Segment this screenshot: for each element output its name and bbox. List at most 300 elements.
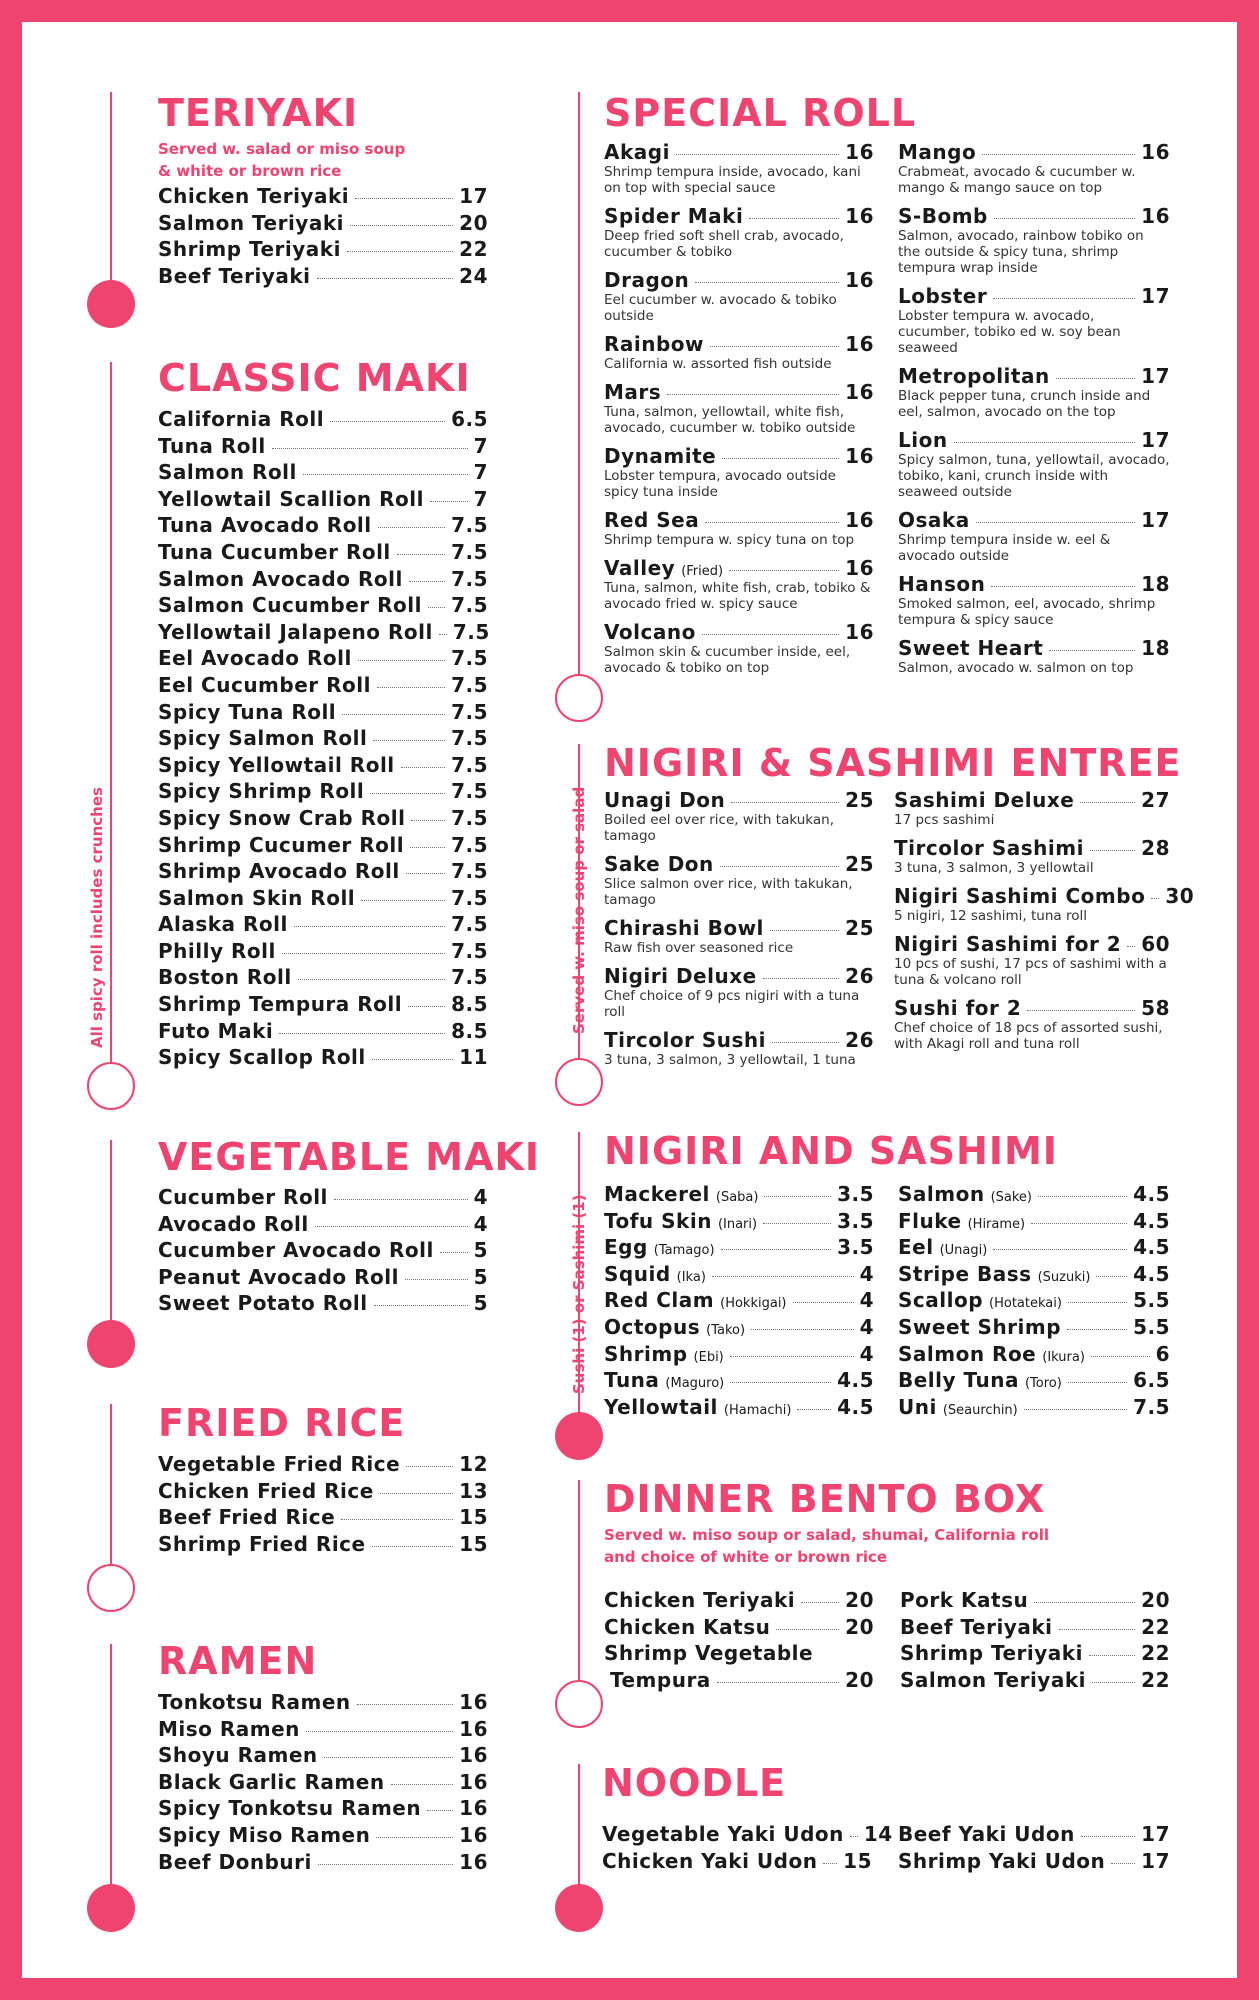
item-name: Cucumber Avocado Roll (158, 1238, 434, 1263)
item-price: 58 (1141, 996, 1170, 1020)
menu-item-row (158, 211, 488, 238)
menu-item-row (898, 572, 1170, 596)
menu-item-row (158, 567, 488, 594)
item-price: 25 (845, 916, 874, 940)
menu-item-row (604, 1342, 874, 1369)
menu-item-row (158, 1265, 488, 1292)
dot-leader (730, 1356, 854, 1357)
dot-leader (1089, 1655, 1135, 1656)
dot-leader (406, 1466, 453, 1467)
item-name: Spider Maki (604, 204, 744, 228)
dot-leader (317, 278, 454, 279)
nigiri-left-list (604, 1182, 874, 1421)
item-price: 6 (1155, 1341, 1170, 1366)
menu-item-row (604, 1028, 874, 1052)
menu-item-row (898, 140, 1170, 164)
fried-rice-dot (87, 1564, 135, 1612)
item-price: 16 (459, 1822, 488, 1847)
dot-leader (303, 474, 468, 475)
dot-leader (993, 298, 1135, 299)
menu-item-row (158, 1479, 488, 1506)
item-price: 16 (1141, 204, 1170, 228)
menu-item (604, 964, 874, 1020)
item-japanese-name: (Tamago) (653, 1243, 715, 1259)
item-price: 16 (845, 444, 874, 468)
dot-leader (705, 522, 839, 523)
menu-item (604, 444, 874, 500)
menu-page (22, 22, 1237, 1978)
item-price: 4.5 (837, 1394, 874, 1419)
item-price: 15 (459, 1505, 488, 1530)
menu-item-row (158, 726, 488, 753)
item-japanese-name: (Inari) (717, 1216, 758, 1232)
item-price: 16 (845, 204, 874, 228)
item-price: 4 (473, 1211, 488, 1236)
item-price: 16 (845, 620, 874, 644)
menu-item-row (604, 916, 874, 940)
item-price: 17 (1141, 428, 1170, 452)
dot-leader (1059, 1629, 1136, 1630)
menu-item-row (158, 487, 488, 514)
item-description: 5 nigiri, 12 sashimi, tuna roll (894, 908, 1087, 924)
dot-leader (1081, 1836, 1135, 1837)
fried-rice-list (158, 1452, 488, 1558)
dot-leader (1038, 1196, 1127, 1197)
item-name: Vegetable Fried Rice (158, 1452, 401, 1476)
menu-item-row (898, 204, 1170, 228)
item-name: Sweet Heart (898, 636, 1044, 660)
item-name: Egg (604, 1235, 648, 1260)
dot-leader (411, 820, 445, 821)
dot-leader (801, 1602, 839, 1603)
item-description: Eel cucumber w. avocado & tobiko outside (604, 292, 837, 324)
item-name: Fluke (898, 1208, 962, 1233)
special-roll-title: SPECIAL ROLL (604, 91, 917, 135)
item-name: Sweet Potato Roll (158, 1291, 368, 1316)
menu-item-row (604, 620, 874, 644)
item-price: 4.5 (837, 1368, 874, 1393)
item-price: 3.5 (837, 1182, 874, 1206)
item-price: 16 (845, 268, 874, 292)
classic-maki-title: CLASSIC MAKI (158, 356, 471, 400)
item-name: Chicken Teriyaki (604, 1588, 796, 1612)
menu-item (604, 788, 874, 844)
item-price: 30 (1165, 884, 1195, 908)
dot-leader (1111, 1863, 1135, 1864)
dot-leader (763, 1223, 831, 1224)
menu-item-row (604, 1641, 874, 1668)
menu-item (898, 284, 1170, 356)
item-name: Belly Tuna (898, 1368, 1019, 1393)
item-name: Salmon Roe (898, 1341, 1037, 1366)
item-price: 14 (863, 1822, 893, 1846)
menu-item-row (604, 1368, 874, 1395)
dot-leader (428, 607, 445, 608)
dot-leader (717, 1682, 839, 1683)
dot-leader (341, 1519, 453, 1520)
item-name: Shrimp Teriyaki (158, 237, 341, 262)
item-name: Octopus (604, 1314, 701, 1339)
item-name: Sashimi Deluxe (894, 788, 1075, 812)
item-name: Beef Fried Rice (158, 1505, 336, 1530)
item-description: Raw fish over seasoned rice (604, 940, 794, 956)
item-name-line2: Tempura (610, 1667, 711, 1692)
menu-item-row (602, 1849, 872, 1876)
classic-maki-list (158, 407, 488, 1072)
item-price: 20 (845, 1667, 874, 1692)
item-price: 7.5 (451, 726, 488, 751)
bento-dot (555, 1680, 603, 1728)
menu-item-row (604, 444, 874, 468)
vegetable-maki-dot (87, 1320, 135, 1368)
item-price: 25 (845, 788, 874, 812)
dot-leader (1091, 1356, 1150, 1357)
menu-item-row (158, 992, 488, 1019)
item-name: Spicy Shrimp Roll (158, 779, 365, 804)
bento-left-list (604, 1588, 874, 1694)
menu-item (898, 364, 1170, 420)
item-name: Tircolor Sushi (604, 1028, 767, 1052)
item-description: 3 tuna, 3 salmon, 3 yellowtail (894, 860, 1094, 876)
dot-leader (976, 522, 1135, 523)
menu-item-row (158, 859, 488, 886)
dot-leader (712, 1276, 854, 1277)
item-name: Eel Avocado Roll (158, 646, 352, 671)
item-price: 7.5 (451, 859, 488, 884)
nigiri-dot (555, 1412, 603, 1460)
menu-item-row (158, 779, 488, 806)
item-price: 7 (473, 433, 488, 458)
menu-item-row (604, 140, 874, 164)
item-price: 7.5 (452, 619, 490, 644)
bento-note-line2: and choice of white or brown rice (604, 1548, 888, 1566)
dot-leader (991, 586, 1135, 587)
item-name: Beef Teriyaki (158, 263, 311, 288)
dot-leader (1090, 850, 1135, 851)
dot-leader (729, 570, 839, 571)
item-price: 16 (459, 1690, 488, 1714)
dot-leader (330, 421, 445, 422)
dot-leader (357, 1704, 453, 1705)
item-name: Shrimp Teriyaki (900, 1641, 1083, 1666)
dot-leader (380, 1493, 453, 1494)
item-price: 20 (459, 210, 488, 235)
item-description: Salmon, avocado w. salmon on top (898, 660, 1134, 676)
dot-leader (1056, 378, 1135, 379)
item-name: Dragon (604, 268, 690, 292)
menu-item-row (158, 237, 488, 264)
dot-leader (1096, 1276, 1127, 1277)
item-name: Vegetable Yaki Udon (602, 1822, 844, 1846)
menu-item-row (158, 646, 488, 673)
item-price: 22 (1141, 1641, 1170, 1666)
item-name: Boston Roll (158, 965, 292, 990)
menu-item-row (898, 1368, 1170, 1395)
item-name: Uni (898, 1394, 937, 1419)
item-name: Nigiri Deluxe (604, 964, 757, 988)
menu-item-row (158, 1238, 488, 1265)
item-price: 24 (459, 263, 488, 288)
teriyaki-dot (87, 280, 135, 328)
item-price: 5.5 (1133, 1314, 1170, 1339)
bento-right-list (900, 1588, 1170, 1694)
menu-item-row (158, 184, 488, 211)
menu-item-row (158, 673, 488, 700)
noodle-left-list (602, 1822, 893, 1875)
item-price: 16 (845, 332, 874, 356)
item-name: Spicy Tonkotsu Ramen (158, 1796, 422, 1821)
menu-item-row (604, 332, 874, 356)
item-description: Slice salmon over rice, with takukan, tamago (604, 876, 853, 908)
item-name: Alaska Roll (158, 912, 288, 937)
item-price: 17 (1141, 1822, 1170, 1846)
item-price: 7.5 (451, 805, 488, 830)
item-name: Black Garlic Ramen (158, 1769, 385, 1794)
item-price: 8.5 (451, 1018, 488, 1043)
menu-item-row (604, 1668, 874, 1695)
teriyaki-note (158, 138, 405, 182)
menu-item-row (898, 1182, 1170, 1209)
classic-maki-side-note: All spicy roll includes crunches (88, 787, 106, 1048)
menu-item (894, 884, 1195, 924)
dot-leader (721, 1249, 832, 1250)
item-price: 4 (473, 1185, 488, 1209)
menu-item-row (604, 1235, 874, 1262)
menu-item-row (158, 700, 488, 727)
item-name: Mars (604, 380, 662, 404)
item-price: 12 (459, 1452, 488, 1476)
dot-leader (1068, 1302, 1127, 1303)
item-description: Boiled eel over rice, with takukan, tamago (604, 812, 835, 844)
menu-item-row (604, 1615, 874, 1642)
item-description: Salmon skin & cucumber inside, eel, avocado & tobiko on top (604, 644, 851, 676)
item-price: 7 (473, 486, 488, 511)
item-name: Mackerel (604, 1182, 710, 1206)
item-name: Beef Donburi (158, 1849, 312, 1874)
item-name: Unagi Don (604, 788, 726, 812)
menu-item-row (158, 1796, 488, 1823)
menu-item-row (604, 1588, 874, 1615)
nigiri-title: NIGIRI AND SASHIMI (604, 1129, 1058, 1173)
dot-leader (279, 1033, 445, 1034)
item-name: Shrimp (604, 1341, 688, 1366)
item-description: Chef choice of 9 pcs nigiri with a tuna roll (604, 988, 860, 1020)
item-name: Spicy Tuna Roll (158, 699, 337, 724)
item-name: Red Clam (604, 1288, 715, 1313)
menu-item-row (158, 1505, 488, 1532)
item-name: Salmon Cucumber Roll (158, 593, 422, 618)
menu-item-row (158, 1770, 488, 1797)
item-name: Mango (898, 140, 977, 164)
dot-leader (1151, 898, 1159, 899)
menu-item-row (900, 1641, 1170, 1668)
menu-item-row (158, 1690, 488, 1717)
dot-leader (695, 282, 839, 283)
item-price: 7.5 (451, 832, 488, 857)
item-name: Tuna Cucumber Roll (158, 539, 391, 564)
item-name: Nigiri Sashimi Combo (894, 884, 1146, 908)
noodle-timeline (578, 1764, 580, 1904)
item-price: 17 (1141, 508, 1170, 532)
dot-leader (710, 346, 839, 347)
menu-item-row (158, 912, 488, 939)
bento-timeline (578, 1480, 580, 1710)
menu-item-row (158, 939, 488, 966)
dot-leader (427, 1810, 453, 1811)
item-price: 6.5 (1133, 1368, 1170, 1393)
dot-leader (793, 1302, 854, 1303)
dot-leader (1024, 1409, 1127, 1410)
item-name: Akagi (604, 140, 670, 164)
menu-item-row (158, 460, 488, 487)
item-name: Valley (604, 556, 676, 580)
menu-item (604, 620, 874, 676)
item-price: 4.5 (1133, 1208, 1170, 1233)
item-price: 7.5 (451, 593, 488, 618)
item-japanese-name: (Ika) (676, 1269, 706, 1285)
menu-item (604, 556, 874, 612)
menu-item-row (604, 508, 874, 532)
item-description: Deep fried soft shell crab, avocado, cucumber & tobiko (604, 228, 844, 260)
menu-item-row (604, 1315, 874, 1342)
bento-note-line1: Served w. miso soup or salad, shumai, California roll (604, 1526, 1049, 1544)
dot-leader (994, 218, 1135, 219)
item-name: Miso Ramen (158, 1716, 300, 1741)
menu-item-row (158, 1045, 488, 1072)
dot-leader (372, 1546, 454, 1547)
item-price: 4.5 (1133, 1235, 1170, 1260)
nigiri-side-note: Sushi (1) or Sashimi (1) (570, 1194, 588, 1394)
dot-leader (776, 1629, 839, 1630)
item-japanese-name: (Hokkigai) (720, 1296, 787, 1312)
dot-leader (823, 1863, 837, 1864)
dot-leader (749, 218, 839, 219)
item-japanese-name: (Hirame) (967, 1216, 1026, 1232)
item-price: 3.5 (837, 1235, 874, 1260)
dot-leader (294, 926, 445, 927)
item-name: Spicy Scallop Roll (158, 1045, 366, 1070)
item-name: Red Sea (604, 508, 700, 532)
menu-item (604, 268, 874, 324)
dot-leader (430, 501, 468, 502)
dot-leader (440, 1252, 468, 1253)
item-price: 6.5 (451, 407, 488, 431)
noodle-title: NOODLE (602, 1761, 787, 1805)
menu-item-row (898, 1342, 1170, 1369)
item-japanese-name: (Seaurchin) (942, 1402, 1018, 1418)
menu-item (898, 140, 1170, 196)
item-name: Sweet Shrimp (898, 1314, 1062, 1339)
item-name: Tofu Skin (604, 1208, 712, 1233)
item-price: 4 (859, 1341, 874, 1366)
item-name: Salmon Skin Roll (158, 885, 356, 910)
item-description: Black pepper tuna, crunch inside and eel, salmon, avocado on the top (898, 388, 1151, 420)
noodle-dot (555, 1884, 603, 1932)
item-name: Scallop (898, 1288, 984, 1313)
item-price: 4 (859, 1261, 874, 1286)
item-name: Spicy Salmon Roll (158, 726, 368, 751)
dot-leader (764, 1196, 831, 1197)
item-description: Crabmeat, avocado & cucumber w. mango & mango sauce on top (898, 164, 1136, 196)
menu-item-row (898, 1395, 1170, 1422)
item-name: Dynamite (604, 444, 717, 468)
dot-leader (1049, 650, 1135, 651)
item-price: 5 (473, 1264, 488, 1289)
item-description: Spicy salmon, tuna, yellowtail, avocado, tobiko, kani, crunch inside with seaweed outside (898, 452, 1170, 500)
item-name: Salmon (898, 1182, 985, 1206)
menu-item-row (898, 1822, 1170, 1849)
menu-item-row (604, 1182, 874, 1209)
item-price: 4.5 (1133, 1261, 1170, 1286)
ramen-dot (87, 1884, 135, 1932)
vegetable-maki-title: VEGETABLE MAKI (158, 1135, 541, 1179)
item-price: 26 (845, 964, 874, 988)
dot-leader (772, 1042, 839, 1043)
item-name: Rainbow (604, 332, 705, 356)
item-name: Peanut Avocado Roll (158, 1264, 399, 1289)
item-name: Sake Don (604, 852, 714, 876)
menu-item-row (604, 268, 874, 292)
entree-right-list (894, 788, 1195, 1060)
item-price: 7.5 (451, 566, 488, 591)
dot-leader (282, 953, 445, 954)
dot-leader (372, 1059, 453, 1060)
item-japanese-name: (Unagi) (939, 1243, 988, 1259)
item-price: 7.5 (451, 885, 488, 910)
ramen-list (158, 1690, 488, 1876)
menu-item-row (158, 264, 488, 291)
item-name: Yellowtail (604, 1394, 718, 1419)
special-roll-left-list (604, 140, 874, 684)
dot-leader (770, 930, 839, 931)
dot-leader (731, 802, 839, 803)
menu-item-row (900, 1588, 1170, 1615)
item-name: Lobster (898, 284, 988, 308)
dot-leader (439, 634, 447, 635)
menu-item (604, 332, 874, 372)
item-name: Osaka (898, 508, 970, 532)
dot-leader (1031, 1223, 1127, 1224)
dot-leader (702, 634, 839, 635)
item-name: Tuna Roll (158, 433, 266, 458)
item-description: Shrimp tempura inside, avocado, kani on top with special sauce (604, 164, 861, 196)
item-name: S-Bomb (898, 204, 988, 228)
menu-item-row (158, 1212, 488, 1239)
item-price: 27 (1141, 788, 1170, 812)
dot-leader (358, 660, 445, 661)
dot-leader (667, 394, 839, 395)
item-name: Shrimp Cucumer Roll (158, 832, 405, 857)
menu-item (898, 428, 1170, 500)
item-price: 4.5 (1133, 1182, 1170, 1206)
dot-leader (730, 1382, 831, 1383)
menu-item-row (898, 284, 1170, 308)
menu-item-row (898, 508, 1170, 532)
item-japanese-name: (Ikura) (1042, 1349, 1085, 1365)
item-price: 7.5 (451, 513, 488, 538)
item-note: (Fried) (681, 564, 724, 579)
menu-item-row (158, 1291, 488, 1318)
menu-item-row (158, 886, 488, 913)
menu-item-row (158, 593, 488, 620)
item-price: 11 (459, 1045, 488, 1070)
item-name: Tircolor Sashimi (894, 836, 1084, 860)
menu-item (894, 932, 1170, 988)
dot-leader (324, 1757, 453, 1758)
item-name: Chirashi Bowl (604, 916, 764, 940)
item-name: Futo Maki (158, 1018, 274, 1043)
dot-leader (361, 900, 445, 901)
